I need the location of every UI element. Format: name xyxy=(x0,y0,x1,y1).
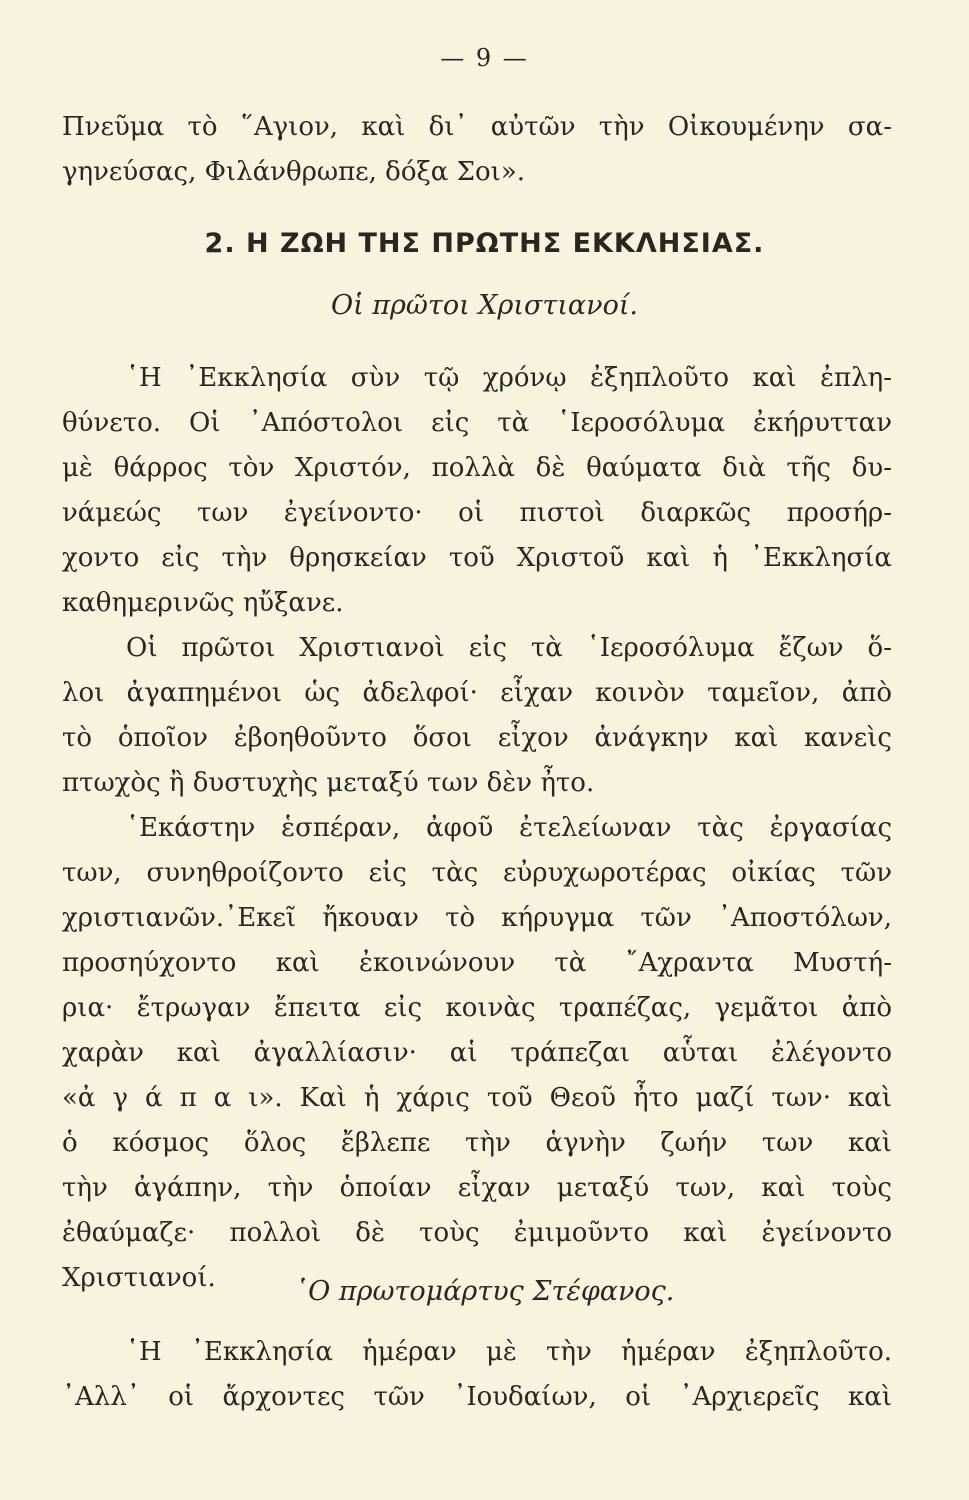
text-line: Χριστιανοί. xyxy=(62,1263,216,1293)
text-line: ὁ κόσμος ὅλος ἔβλεπε τὴν ἁγνὴν ζωήν των καὶ xyxy=(62,1128,892,1158)
text-line: Πνεῦμα τὸ ῞Αγιον, καὶ δι᾽ αὐτῶν τὴν Οἰκουμένην σα- xyxy=(62,112,892,142)
text-line: καθημερινῶς ηὔξανε. xyxy=(62,588,344,618)
main-text xyxy=(62,356,892,1301)
text-line: ῾Εκάστην ἑσπέραν, ἀφοῦ ἐτελείωναν τὰς ἐργασίας xyxy=(126,813,892,843)
text-line: ῾Η ᾿Εκκλησία ἡμέραν μὲ τὴν ἡμέραν ἐξηπλοῦτο. xyxy=(126,1337,892,1367)
text-line: πτωχὸς ἢ δυστυχὴς μεταξύ των δὲν ἦτο. xyxy=(62,768,595,798)
text-line: τὸ ὁποῖον ἐβοηθοῦντο ὅσοι εἶχον ἀνάγκην καὶ κανεὶς xyxy=(62,723,892,753)
text-line: προσηύχοντο καὶ ἐκοινώνουν τὰ ῎Αχραντα Μυστή- xyxy=(62,948,892,978)
subheading-protomartyr-stephen: ῾Ο πρωτομάρτυς Στέφανος. xyxy=(294,1276,675,1307)
text-line: ρια· ἔτρωγαν ἔπειτα εἰς κοινὰς τραπέζας, γεμᾶτοι ἀπὸ xyxy=(62,993,892,1023)
subheading-first-christians: Οἱ πρῶτοι Χριστιανοί. xyxy=(330,290,638,321)
section-heading: 2. Η ΖΩΗ ΤΗΣ ΠΡΩΤΗΣ ΕΚΚΛΗΣΙΑΣ. xyxy=(204,228,765,259)
closing-text xyxy=(62,1330,892,1420)
text-line: χοντο εἰς τὴν θρησκείαν τοῦ Χριστοῦ καὶ ἡ ᾿Εκκλησία xyxy=(62,543,892,573)
text-line: τὴν ἀγάπην, τὴν ὁποίαν εἶχαν μεταξύ των, καὶ τοὺς xyxy=(62,1173,892,1203)
text-line: «ἀ γ ά π α ι». Καὶ ἡ χάρις τοῦ Θεοῦ ἦτο μαζί των· καὶ xyxy=(62,1083,892,1113)
text-line: ῾Η ᾿Εκκλησία σὺν τῷ χρόνῳ ἐξηπλοῦτο καὶ ἐπλη- xyxy=(126,363,892,393)
text-line: ᾿Αλλ᾽ οἱ ἄρχοντες τῶν ᾿Ιουδαίων, οἱ ᾿Αρχιερεῖς καὶ xyxy=(62,1382,892,1412)
text-line: των, συνηθροίζοντο εἰς τὰς εὐρυχωροτέρας οἰκίας τῶν xyxy=(62,858,892,888)
text-line: θύνετο. Οἱ ᾿Απόστολοι εἰς τὰ ῾Ιεροσόλυμα ἐκήρυτταν xyxy=(62,408,892,438)
text-line: χαρὰν καὶ ἀγαλλίασιν· αἱ τράπεζαι αὗται ἐλέγοντο xyxy=(62,1038,892,1068)
page-number: — 9 — xyxy=(440,44,529,72)
text-line: χριστιανῶν.᾿Εκεῖ ἤκουαν τὸ κήρυγμα τῶν ᾿Αποστόλων, xyxy=(62,903,892,933)
text-line: λοι ἀγαπημένοι ὡς ἀδελφοί· εἶχαν κοινὸν ταμεῖον, ἀπὸ xyxy=(62,678,892,708)
text-line: μὲ θάρρος τὸν Χριστόν, πολλὰ δὲ θαύματα διὰ τῆς δυ- xyxy=(62,453,892,483)
text-line: Οἱ πρῶτοι Χριστιανοὶ εἰς τὰ ῾Ιεροσόλυμα ἔζων ὅ- xyxy=(126,633,892,663)
text-line: νάμεώς των ἐγείνοντο· οἱ πιστοὶ διαρκῶς προσήρ- xyxy=(62,498,892,528)
text-line: ἐθαύμαζε· πολλοὶ δὲ τοὺς ἐμιμοῦντο καὶ ἐγείνοντο xyxy=(62,1218,892,1248)
text-line: γηνεύσας, Φιλάνθρωπε, δόξα Σοι». xyxy=(62,157,526,187)
intro-paragraph xyxy=(62,105,892,195)
